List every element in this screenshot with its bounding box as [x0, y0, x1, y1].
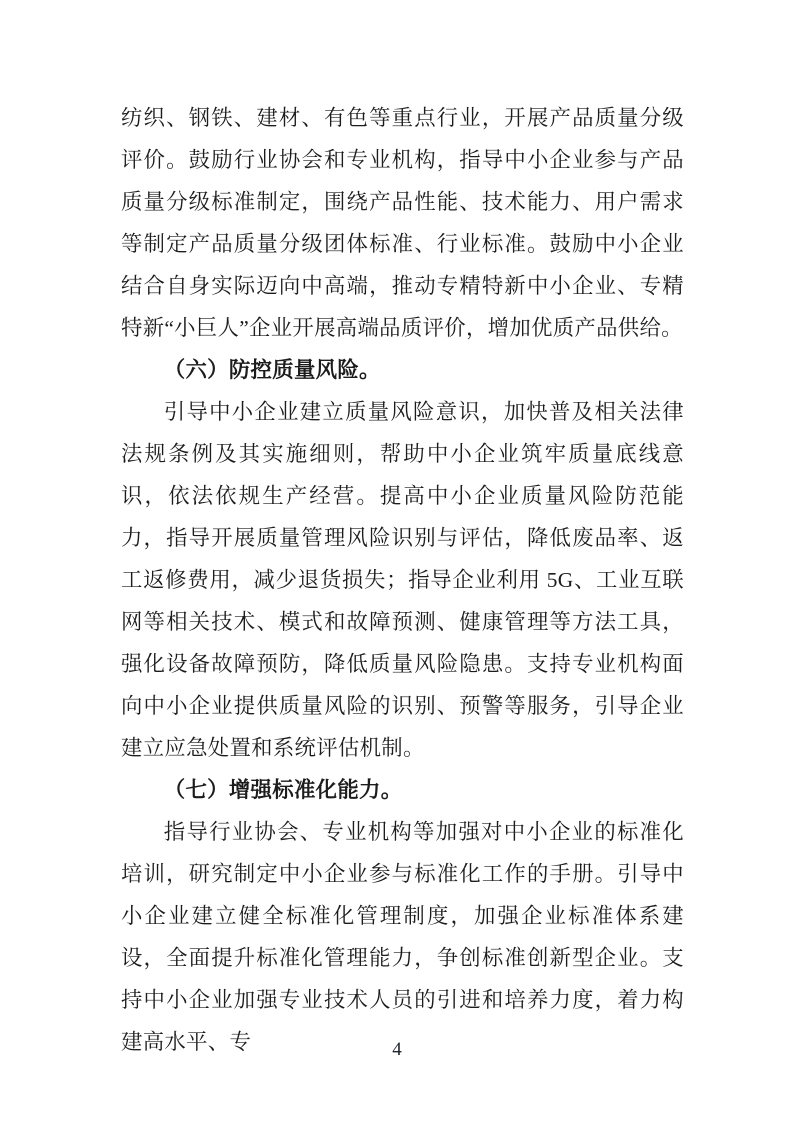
paragraph-continuation: 纺织、钢铁、建材、有色等重点行业，开展产品质量分级评价。鼓励行业协会和专业机构，指导中小企业参与产品质量分级标准制定，围绕产品性能、技术能力、用户需求等制定产品质量分级团体标准、行业标准。鼓励中小企业结合自身实际迈向中高端，推动专精特新中小企业、专精特新“小巨人”企业开展高端品质评价，增加优质产品供给。 — [121, 106, 684, 340]
paragraph-quality-risk: 引导中小企业建立质量风险意识，加快普及相关法律法规条例及其实施细则，帮助中小企业筑牢质量底线意识，依法依规生产经营。提高中小企业质量风险防范能力，指导开展质量管理风险识别与评估，降低废品率、返工返修费用，减少退货损失；指导企业利用 5G、工业互联网等相关技术、模式和故障预测、健康管理等方法工具，强化设备故障预防，降低质量风险隐患。支持专业机构面向中小企业提供质量风险的识别、预警等服务，引导企业建立应急处置和系统评估机制。 — [121, 400, 684, 760]
document-body — [121, 97, 684, 1063]
page-number: 4 — [392, 1039, 402, 1060]
section-heading-seven: （七）增强标准化能力。 — [163, 778, 403, 802]
section-heading-six: （六）防控质量风险。 — [163, 358, 381, 382]
paragraph-standardization: 指导行业协会、专业机构等加强对中小企业的标准化培训，研究制定中小企业参与标准化工作的手册。引导中小企业建立健全标准化管理制度，加强企业标准体系建设，全面提升标准化管理能力，争创标准创新型企业。支持中小企业加强专业技术人员的引进和培养力度，着力构建高水平、专 — [121, 820, 684, 1054]
